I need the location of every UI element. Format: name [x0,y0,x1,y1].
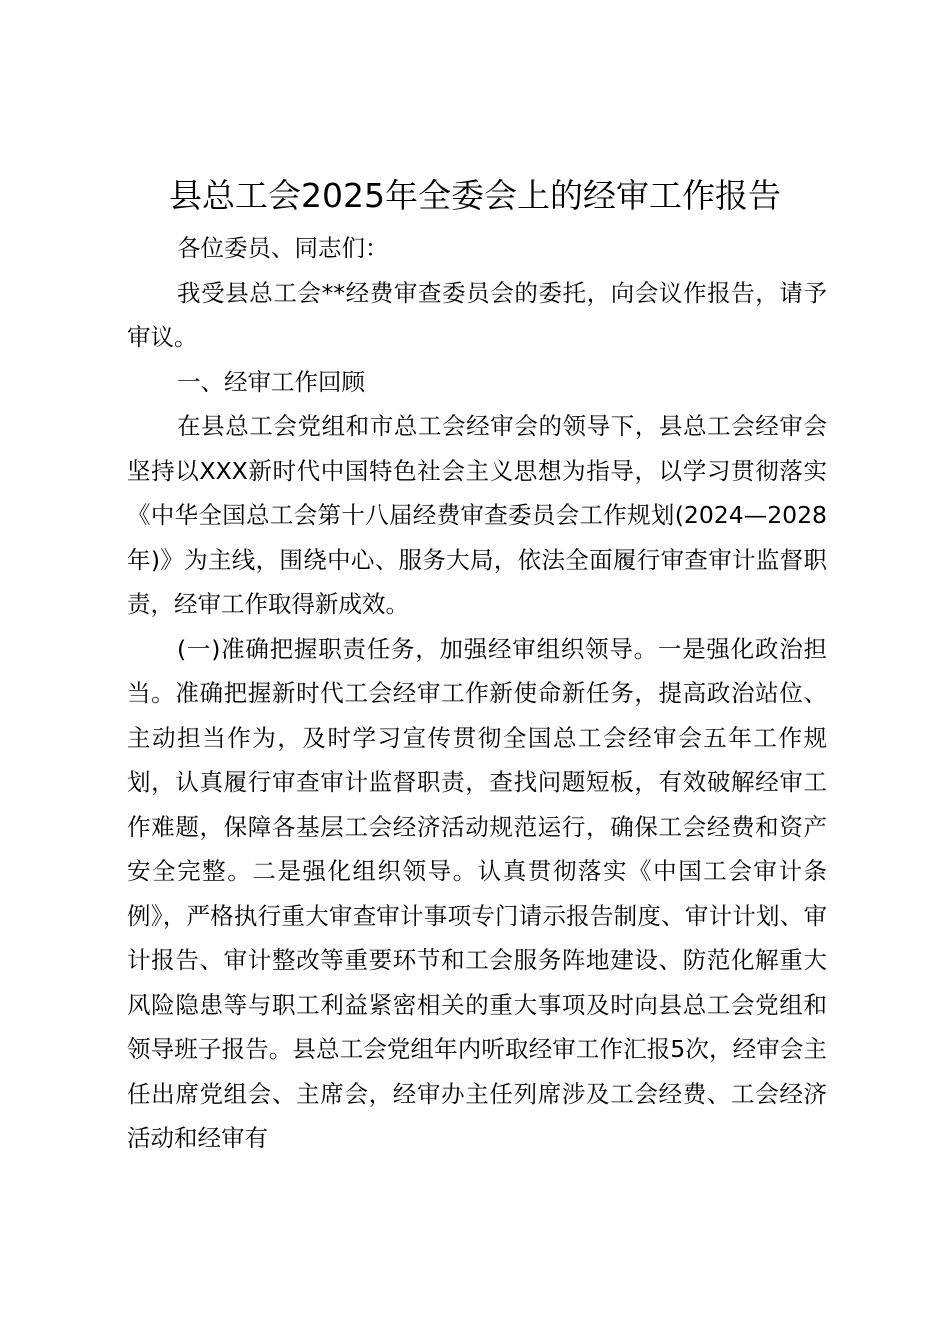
body-paragraph: (一)准确把握职责任务，加强经审组织领导。一是强化政治担当。准确把握新时代工会经审工作新使命新任务，提高政治站位、主动担当作为，及时学习宣传贯彻全国总工会经审会五年工作规划，认真履行审查审计监督职责，查找问题短板，有效破解经审工作难题，保障各基层工会经济活动规范运行，确保工会经费和资产安全完整。二是强化组织领导。认真贯彻落实《中国工会审计条例》，严格执行重大审查审计事项专门请示报告制度、审计计划、审计报告、审计整改等重要环节和工会服务阵地建设、防范化解重大风险隐患等与职工利益紧密相关的重大事项及时向县总工会党组和领导班子报告。县总工会党组年内听取经审工作汇报5次，经审会主任出席党组会、主席会，经审办主任列席涉及工会经费、工会经济活动和经审有 [127,634,827,1152]
section-heading: 一、经审工作回顾 [177,367,365,396]
document-title: 县总工会2025年全委会上的经审工作报告 [169,176,781,215]
document-body [127,226,827,1161]
body-paragraph: 在县总工会党组和市总工会经审会的领导下，县总工会经审会坚持以XXX新时代中国特色社会主义思想为指导，以学习贯彻落实《中华全国总工会第十八届经费审查委员会工作规划(2024—2028年)》为主线，围绕中心、服务大局，依法全面履行审查审计监督职责，经审工作取得新成效。 [127,412,827,618]
salutation: 各位委员、同志们： [177,234,389,262]
intro-paragraph: 我受县总工会**经费审查委员会的委托，向会议作报告，请予审议。 [127,278,827,351]
